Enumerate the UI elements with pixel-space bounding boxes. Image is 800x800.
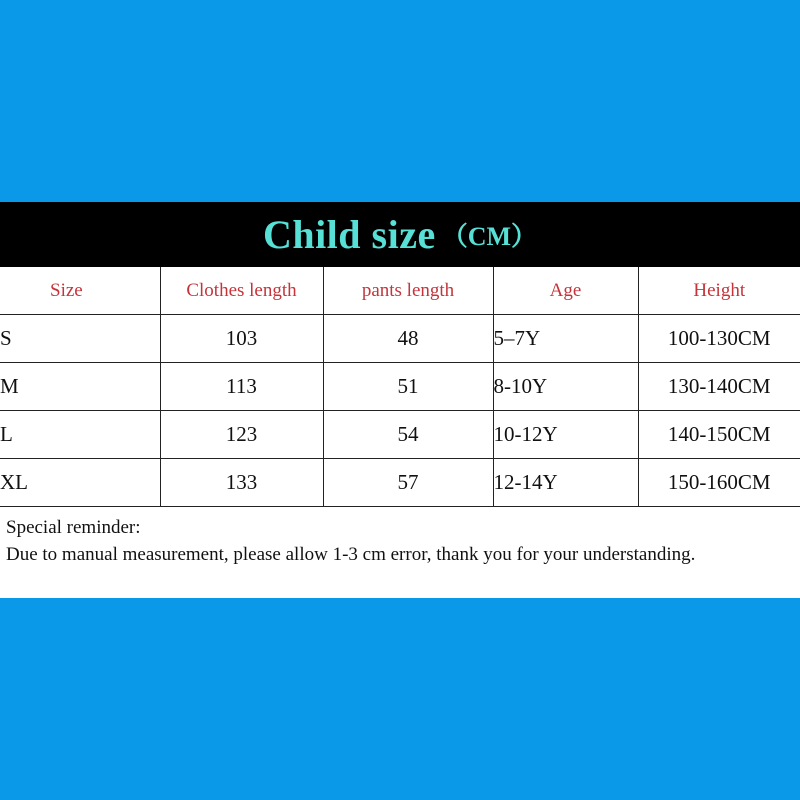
cell-height: 140-150CM	[638, 411, 800, 459]
cell-pants-length: 48	[323, 315, 493, 363]
reminder-heading: Special reminder:	[6, 517, 141, 538]
cell-pants-length: 57	[323, 459, 493, 507]
cell-clothes-length: 123	[160, 411, 323, 459]
reminder-text: Due to manual measurement, please allow 1-3 cm error, thank you for your understanding.	[6, 544, 696, 565]
cell-pants-length: 54	[323, 411, 493, 459]
header-age: Age	[493, 267, 638, 315]
header-size: Size	[0, 267, 160, 315]
cell-age: 12-14Y	[493, 459, 638, 507]
cell-height: 100-130CM	[638, 315, 800, 363]
cell-height: 130-140CM	[638, 363, 800, 411]
cell-clothes-length: 133	[160, 459, 323, 507]
cell-pants-length: 51	[323, 363, 493, 411]
cell-size: S	[0, 315, 160, 363]
cell-size: L	[0, 411, 160, 459]
cell-height: 150-160CM	[638, 459, 800, 507]
table-row	[0, 411, 800, 459]
cell-age: 10-12Y	[493, 411, 638, 459]
header-clothes-length: Clothes length	[160, 267, 323, 315]
size-chart-card	[0, 202, 800, 598]
chart-title-unit: （CM）	[441, 222, 538, 251]
table-row	[0, 363, 800, 411]
cell-age: 8-10Y	[493, 363, 638, 411]
table-row	[0, 315, 800, 363]
cell-clothes-length: 113	[160, 363, 323, 411]
title-bar	[0, 202, 800, 267]
header-height: Height	[638, 267, 800, 315]
header-pants-length: pants length	[323, 267, 493, 315]
chart-title: Child size	[262, 212, 436, 257]
table-header-row	[0, 267, 800, 315]
cell-clothes-length: 103	[160, 315, 323, 363]
cell-size: XL	[0, 459, 160, 507]
table-row	[0, 459, 800, 507]
size-table	[0, 267, 800, 507]
cell-size: M	[0, 363, 160, 411]
special-reminder	[6, 514, 786, 568]
cell-age: 5–7Y	[493, 315, 638, 363]
